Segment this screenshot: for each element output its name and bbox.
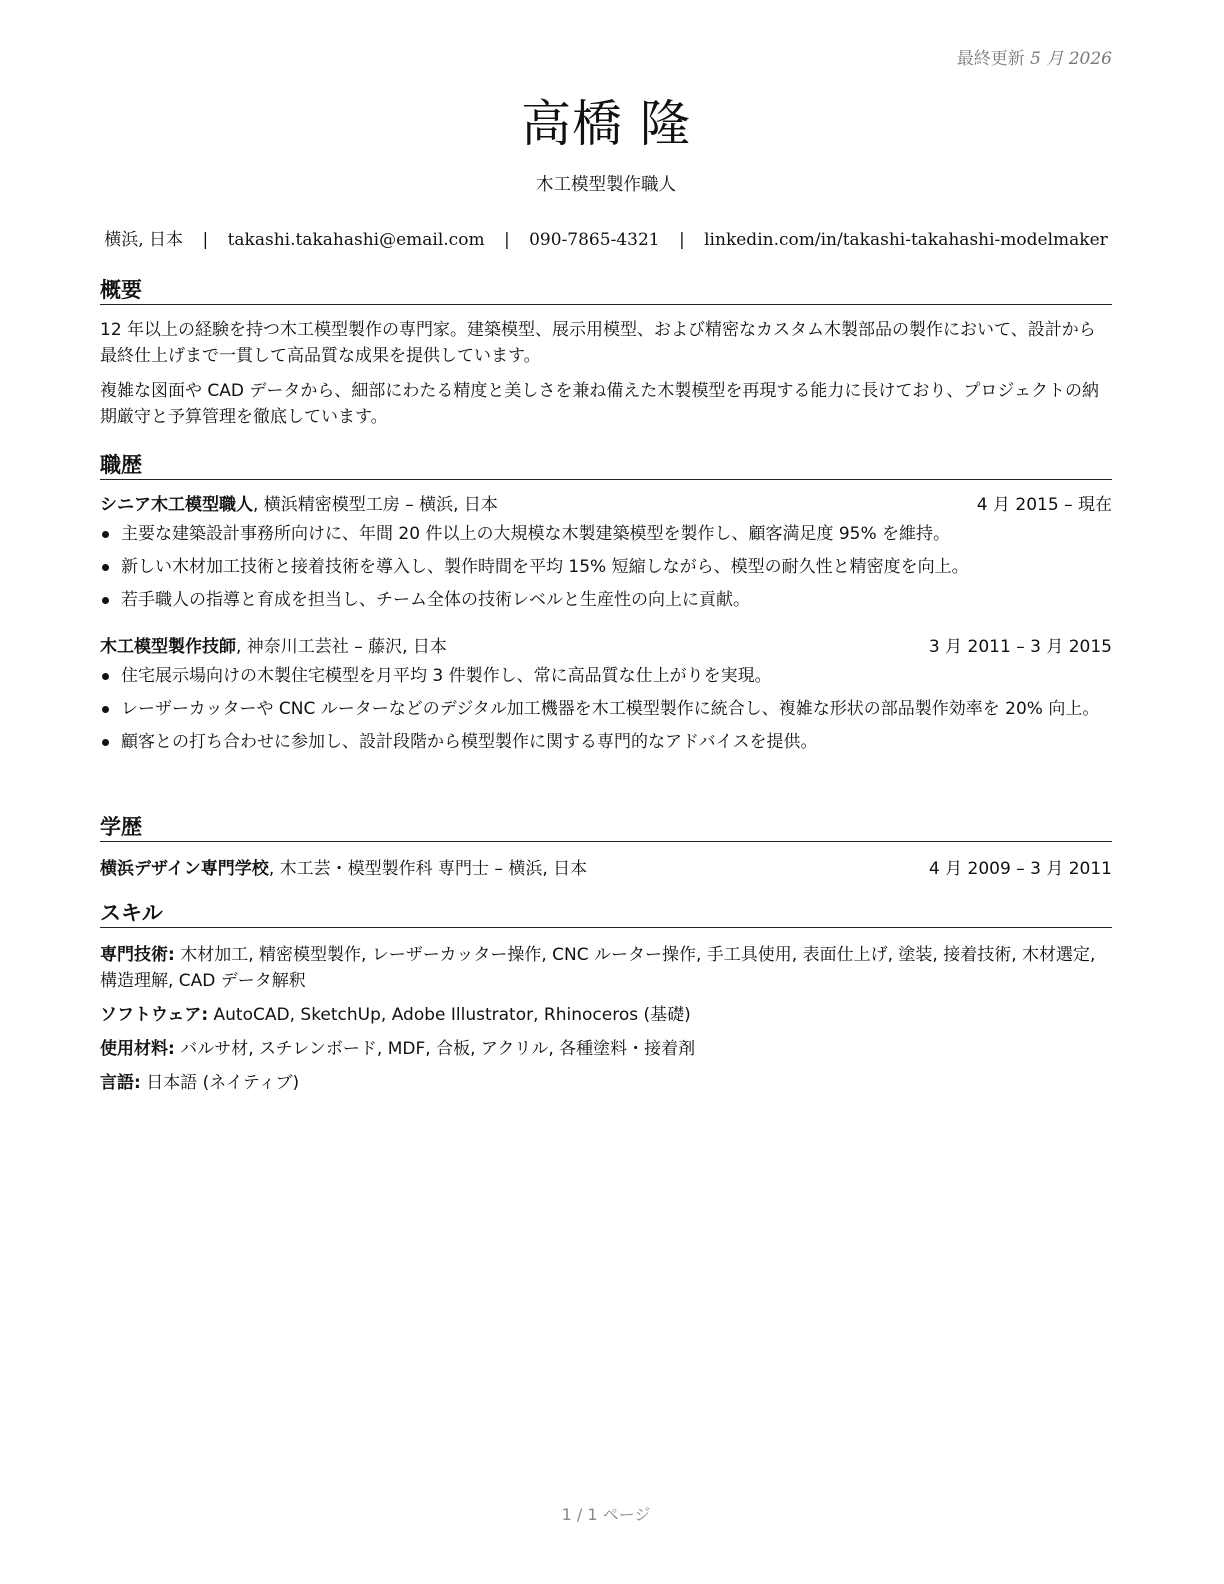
job-role: 木工模型製作技師 — [100, 637, 236, 657]
contact-line — [95, 225, 1117, 250]
skill-row — [100, 1036, 1112, 1062]
skill-label: 言語: — [100, 1073, 141, 1093]
job-title: 木工模型製作職人 — [536, 175, 676, 195]
list-item — [100, 696, 1112, 722]
job-bullets — [100, 663, 1112, 755]
bullet-text: レーザーカッターや CNC ルーターなどのデジタル加工機器を木工模型製作に統合し、複雑な形状の部品製作効率を 20% 向上。 — [121, 699, 1100, 719]
skill-label: 専門技術: — [100, 945, 175, 965]
summary-heading: 概要 — [100, 277, 1112, 305]
skill-label: ソフトウェア: — [100, 1005, 209, 1025]
contact-location: 横浜, 日本 — [104, 230, 184, 250]
person-name: 高橋 隆 — [521, 95, 691, 153]
contact-separator: | — [678, 230, 685, 250]
skill-row — [100, 1002, 1112, 1028]
job-org: , 横浜精密模型工房 – 横浜, 日本 — [253, 495, 498, 515]
job-org: , 神奈川工芸社 – 藤沢, 日本 — [236, 637, 447, 657]
skill-value: 木材加工, 精密模型製作, レーザーカッター操作, CNC ルーター操作, 手工具使用, 表面仕上げ, 塗装, 接着技術, 木材選定, 構造理解, CAD データ解釈 — [100, 945, 1096, 991]
contact-phone[interactable]: 090-7865-4321 — [529, 230, 660, 250]
bullet-icon — [102, 739, 109, 746]
job-entry — [100, 492, 1112, 613]
experience-heading: 職歴 — [100, 452, 1112, 480]
bullet-text: 住宅展示場向けの木製住宅模型を月平均 3 件製作し、常に高品質な仕上がりを実現。 — [121, 666, 772, 686]
contact-separator: | — [202, 230, 209, 250]
experience-section — [100, 452, 1112, 762]
last-updated-prefix: 最終更新 — [956, 49, 1031, 69]
job-header — [100, 634, 1112, 660]
job-role: シニア木工模型職人 — [100, 495, 253, 515]
bullet-icon — [102, 597, 109, 604]
skill-value: 日本語 (ネイティブ) — [140, 1073, 300, 1093]
last-updated-date: 5 月 2026 — [1030, 49, 1112, 69]
bullet-text: 若手職人の指導と育成を担当し、チーム全体の技術レベルと生産性の向上に貢献。 — [121, 590, 750, 610]
bullet-text: 主要な建築設計事務所向けに、年間 20 件以上の大規模な木製建築模型を製作し、顧客満足度 95% を維持。 — [121, 524, 951, 544]
summary-paragraph: 複雑な図面や CAD データから、細部にわたる精度と美しさを兼ね備えた木製模型を再現する能力に長けており、プロジェクトの納期厳守と予算管理を徹底しています。 — [100, 381, 1100, 427]
list-item — [100, 587, 1112, 613]
bullet-text: 新しい木材加工技術と接着技術を導入し、製作時間を平均 15% 短縮しながら、模型の耐久性と精密度を向上。 — [121, 557, 969, 577]
bullet-text: 顧客との打ち合わせに参加し、設計段階から模型製作に関する専門的なアドバイスを提供。 — [121, 732, 818, 752]
skill-row — [100, 1070, 1112, 1096]
job-bullets — [100, 521, 1112, 613]
school-detail: , 木工芸・模型製作科 専門士 – 横浜, 日本 — [268, 859, 588, 879]
summary-paragraph: 12 年以上の経験を持つ木工模型製作の専門家。建築模型、展示用模型、および精密なカスタム木製部品の製作において、設計から最終仕上げまで一貫して高品質な成果を提供しています。 — [100, 320, 1096, 366]
last-updated — [957, 44, 1112, 69]
education-entry — [100, 856, 1112, 882]
skill-label: 使用材料: — [100, 1039, 175, 1059]
page-indicator: 1 / 1 ページ — [561, 1505, 651, 1524]
education-heading: 学歴 — [100, 814, 1112, 842]
skill-value: AutoCAD, SketchUp, Adobe Illustrator, Rhinoceros (基礎) — [208, 1005, 691, 1025]
job-dates: 3 月 2011 – 3 月 2015 — [928, 637, 1112, 657]
job-dates: 4 月 2015 – 現在 — [976, 495, 1112, 515]
list-item — [100, 554, 1112, 580]
job-entry — [100, 634, 1112, 755]
job-header — [100, 492, 1112, 518]
education-section — [100, 814, 1112, 882]
skills-list — [100, 942, 1112, 1096]
school-name: 横浜デザイン専門学校 — [100, 859, 269, 879]
list-item — [100, 663, 1112, 689]
list-item — [100, 729, 1112, 755]
contact-separator: | — [503, 230, 510, 250]
bullet-icon — [102, 706, 109, 713]
summary-section — [100, 277, 1112, 430]
skills-section — [100, 900, 1112, 1104]
resume-page — [100, 0, 1112, 1584]
skills-heading: スキル — [100, 900, 1112, 928]
contact-linkedin[interactable]: linkedin.com/in/takashi-takahashi-modelmaker — [704, 230, 1108, 250]
bullet-icon — [102, 531, 109, 538]
education-dates: 4 月 2009 – 3 月 2011 — [928, 859, 1112, 879]
skill-row — [100, 942, 1112, 994]
contact-email[interactable]: takashi.takahashi@email.com — [227, 230, 485, 250]
bullet-icon — [102, 564, 109, 571]
list-item — [100, 521, 1112, 547]
skill-value: バルサ材, スチレンボード, MDF, 合板, アクリル, 各種塗料・接着剤 — [174, 1039, 696, 1059]
bullet-icon — [102, 673, 109, 680]
